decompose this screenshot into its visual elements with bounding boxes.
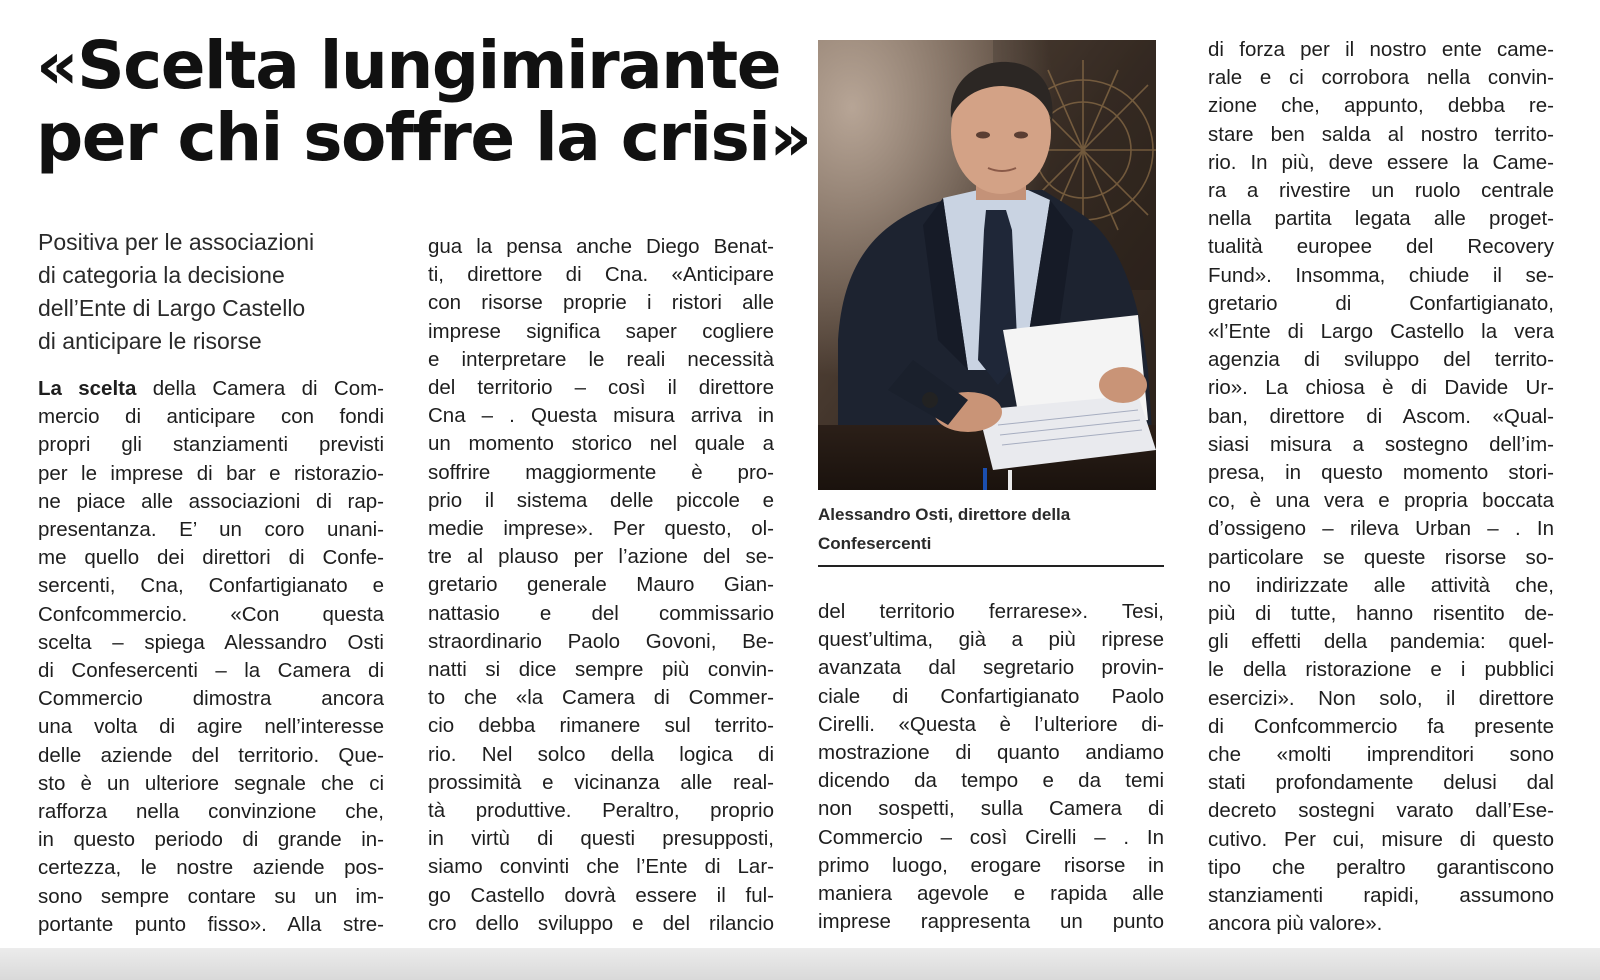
portrait-photo: [818, 40, 1156, 490]
article-line: quest’ultima, già a più riprese: [818, 628, 1164, 652]
article-line: stati profondamente delusi dal: [1208, 771, 1554, 795]
article-line: una volta di agire nell’interesse: [38, 715, 384, 739]
article-line: decreto sostegni varato dall’Ese-: [1208, 799, 1554, 823]
article-line: primo luogo, erogare risorse in: [818, 853, 1164, 877]
article-line: di Confcommercio fa presente: [1208, 714, 1554, 738]
article-line: rio. In più, deve essere la Came-: [1208, 150, 1554, 174]
article-line: prio il sistema delle piccole e: [428, 488, 774, 512]
article-line: tipo che peraltro garantiscono: [1208, 855, 1554, 879]
subheading-line: di categoria la decisione: [38, 262, 285, 288]
article-line: imprese rappresenta un punto: [818, 910, 1164, 934]
article-line: rio. Nel solco della logica di: [428, 742, 774, 766]
article-column-2: [428, 233, 774, 938]
article-line: rio». La chiosa è di Davide Ur-: [1208, 376, 1554, 400]
article-column-3: [818, 598, 1164, 936]
article-line: presentanza. E’ un coro unani-: [38, 518, 384, 542]
article-line: particolare se queste risorse so-: [1208, 545, 1554, 569]
article-line: agenzia di sviluppo del territo-: [1208, 348, 1554, 372]
article-line: del territorio – così il direttore: [428, 376, 774, 400]
article-line: tre al plauso per l’azione del se-: [428, 545, 774, 569]
article-line: soffrire maggiormente è pro-: [428, 460, 774, 484]
article-line: stanziamenti rapidi, assumono: [1208, 884, 1554, 908]
article-line: Cirelli. «Questa è l’ulteriore di-: [818, 712, 1164, 736]
article-line: ti, direttore di Cna. «Anticipare: [428, 263, 774, 287]
article-line: d’ossigeno – rileva Urban – . In: [1208, 517, 1554, 541]
article-line: maniera agevole e rapida alle: [818, 882, 1164, 906]
article-line: delle aziende del territorio. Que-: [38, 743, 384, 767]
article-line: propri gli stanziamenti previsti: [38, 433, 384, 457]
subheading-line: Positiva per le associazioni: [38, 229, 315, 255]
article-line: gli effetti della pandemia: quel-: [1208, 630, 1554, 654]
article-line: «l’Ente di Largo Castello la vera: [1208, 320, 1554, 344]
article-line: sto è un ulteriore segnale che ci: [38, 771, 384, 795]
article-line: portante punto fisso». Alla stre-: [38, 912, 384, 936]
caption-line-2: Confesercenti: [818, 534, 932, 553]
article-line: presa, in questo momento stori-: [1208, 461, 1554, 485]
article-line: to che «la Camera di Commer-: [428, 686, 774, 710]
article-line: nella partita legata alle proget-: [1208, 207, 1554, 231]
article-headline: [36, 27, 811, 176]
article-line: [38, 375, 384, 403]
article-line: prossimità e vicinanza alle real-: [428, 770, 774, 794]
article-line: medie imprese». Per questo, ol-: [428, 517, 774, 541]
article-line: ciale di Confartigianato Paolo: [818, 684, 1164, 708]
article-line: no indirizzate alle attività che,: [1208, 573, 1554, 597]
article-line: cro dello sviluppo e del rilancio: [428, 911, 774, 935]
article-line: del territorio ferrarese». Tesi,: [818, 600, 1164, 623]
article-line: cio debba rimanere sul territo-: [428, 714, 774, 738]
article-line: zione che, appunto, debba re-: [1208, 94, 1554, 118]
article-line: mercio di anticipare con fondi: [38, 405, 384, 429]
article-line: in virtù di questi presupposti,: [428, 827, 774, 851]
headline-line-2: per chi soffre la crisi»: [36, 99, 811, 176]
portrait-illustration: [818, 40, 1156, 490]
article-column-1: [38, 375, 384, 939]
caption-line-1: Alessandro Osti, direttore della: [818, 505, 1071, 524]
article-line: sono sempre contare su un im-: [38, 884, 384, 908]
article-line: me quello dei direttori di Confe-: [38, 546, 384, 570]
article-line: Commercio – così Cirelli – . In: [818, 825, 1164, 849]
article-line: le della ristorazione e i pubblici: [1208, 658, 1554, 682]
article-line: ra a rivestire un ruolo centrale: [1208, 179, 1554, 203]
article-line: ancora più valore».: [1208, 912, 1383, 936]
article-line: gretario di Confartigianato,: [1208, 291, 1554, 315]
article-line: un momento storico nel quale a: [428, 432, 774, 456]
article-line-text: della Camera di Com-: [136, 377, 384, 400]
article-line: tà produttive. Peraltro, proprio: [428, 799, 774, 823]
article-line: sercenti, Cna, Confartigianato e: [38, 574, 384, 598]
article-line: e interpretare le reali necessità: [428, 347, 774, 371]
article-line: natti si dice sempre più convin-: [428, 658, 774, 682]
subheading-line: di anticipare le risorse: [38, 328, 262, 354]
article-line: Cna – . Questa misura arriva in: [428, 404, 774, 428]
headline-line-1: «Scelta lungimirante: [36, 27, 780, 104]
article-line: dicendo da tempo e da temi: [818, 769, 1164, 793]
article-line: cutivo. Per cui, misure di questo: [1208, 827, 1554, 851]
article-line: nattasio e del commissario: [428, 601, 774, 625]
bottom-edge-strip: [0, 948, 1600, 980]
article-line: per le imprese di bar e ristorazio-: [38, 461, 384, 485]
article-line: di forza per il nostro ente came-: [1208, 38, 1554, 61]
article-line: go Castello dovrà essere il ful-: [428, 883, 774, 907]
article-line: co, è una vera e propria boccata: [1208, 489, 1554, 513]
article-subheading: [38, 226, 378, 358]
article-line: mostrazione di quanto andiamo: [818, 741, 1164, 765]
article-line: avanzata dal segretario provin-: [818, 656, 1164, 680]
article-line: non sospetti, sulla Camera di: [818, 797, 1164, 821]
article-line: gua la pensa anche Diego Benat-: [428, 235, 774, 258]
article-line: Fund». Insomma, chiude il se-: [1208, 263, 1554, 287]
article-line: siamo convinti che l’Ente di Lar-: [428, 855, 774, 879]
article-line: scelta – spiega Alessandro Osti: [38, 630, 384, 654]
article-column-4: [1208, 36, 1554, 939]
article-line: ban, direttore di Ascom. «Qual-: [1208, 404, 1554, 428]
article-line: imprese significa saper cogliere: [428, 319, 774, 343]
article-line: Confcommercio. «Con questa: [38, 602, 384, 626]
article-line: che «molti imprenditori sono: [1208, 743, 1554, 767]
article-line: stare ben salda al nostro territo-: [1208, 122, 1554, 146]
article-line: di Confesercenti – la Camera di: [38, 659, 384, 683]
article-line: rafforza nella convinzione che,: [38, 800, 384, 824]
lead-in-bold: La scelta: [38, 377, 137, 400]
article-line: certezza, le nostre aziende pos-: [38, 856, 384, 880]
caption-divider: [818, 565, 1164, 567]
article-line: straordinario Paolo Govoni, Be-: [428, 629, 774, 653]
article-line: Commercio dimostra ancora: [38, 687, 384, 711]
article-line: più di tutte, hanno risentito de-: [1208, 602, 1554, 626]
article-line: con risorse proprie i ristori alle: [428, 291, 774, 315]
photo-caption: [818, 500, 1164, 558]
article-line: in questo periodo di grande in-: [38, 828, 384, 852]
article-line: rale e ci corrobora nella convin-: [1208, 66, 1554, 90]
subheading-line: dell’Ente di Largo Castello: [38, 295, 306, 321]
article-line: gretario generale Mauro Gian-: [428, 573, 774, 597]
article-line: esercizi». Non solo, il direttore: [1208, 686, 1554, 710]
article-line: tualità europee del Recovery: [1208, 235, 1554, 259]
article-line: ne piace alle associazioni di rap-: [38, 489, 384, 513]
article-line: siasi misura a sostegno dell’im-: [1208, 432, 1554, 456]
